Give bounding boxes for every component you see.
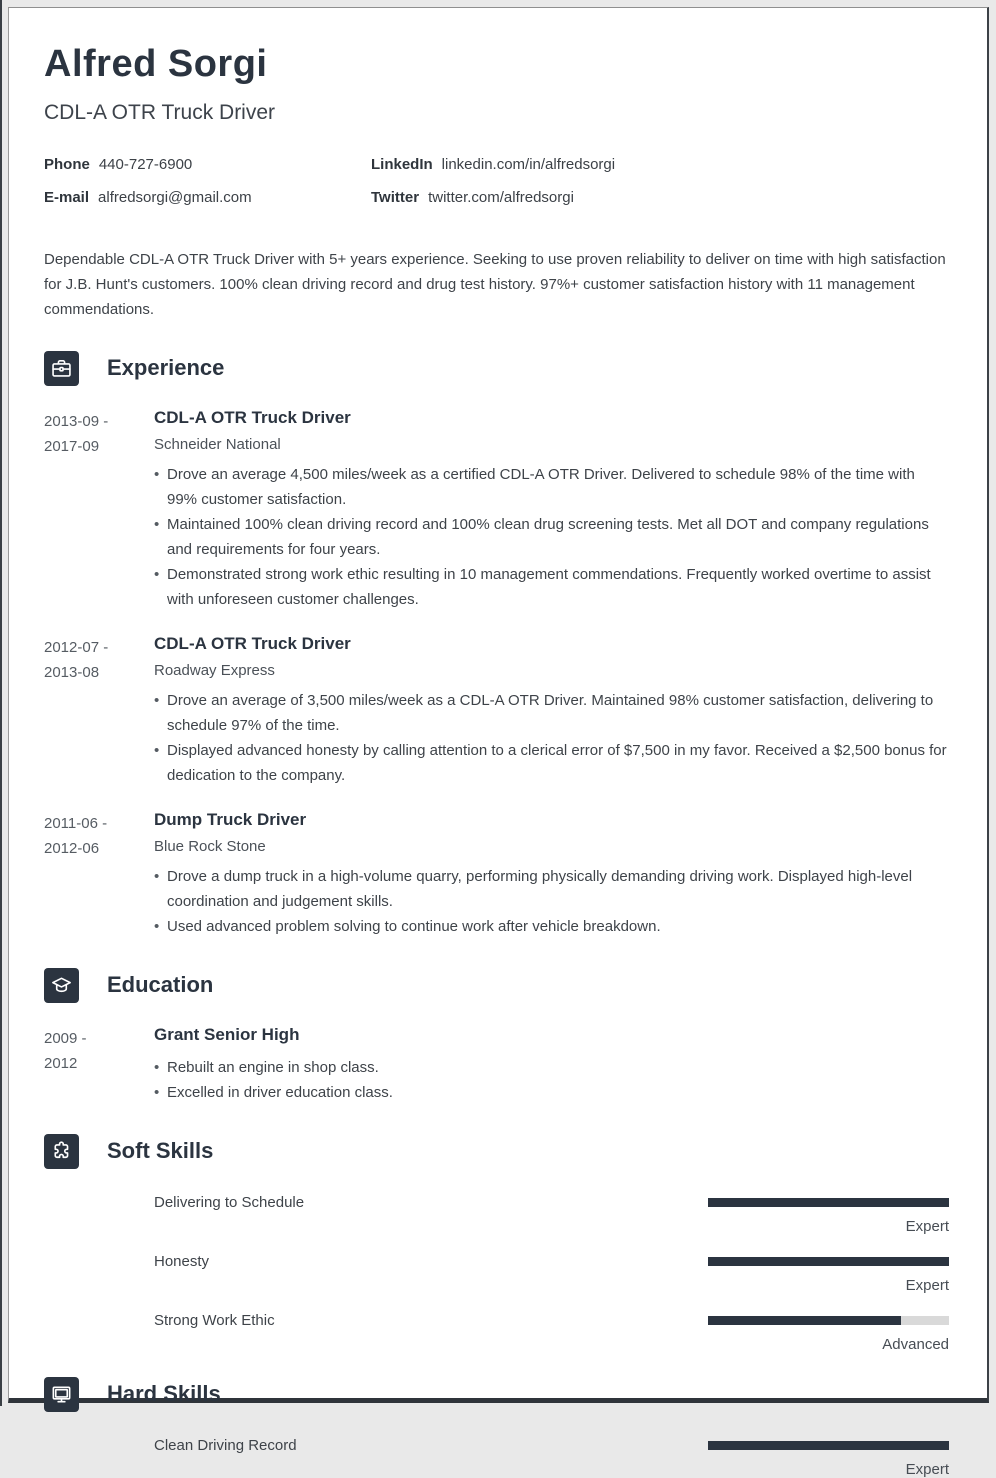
contact-twitter (371, 189, 949, 210)
bullet-list (154, 864, 949, 939)
bullet-list (154, 1055, 949, 1105)
company-name: Schneider National (154, 435, 281, 453)
skill-bar-fill (708, 1441, 949, 1450)
skill-bar-fill (708, 1257, 949, 1266)
date-end: 2012 (44, 1054, 78, 1072)
bullet-list (154, 688, 949, 788)
entry-body (154, 809, 949, 939)
entry-body (154, 633, 949, 788)
twitter-label: Twitter (371, 188, 420, 206)
education-section-title: Education (107, 972, 214, 998)
skill-meter (708, 1436, 949, 1478)
linkedin-value: linkedin.com/in/alfredsorgi (441, 155, 616, 173)
job-title: CDL-A OTR Truck Driver (154, 407, 351, 427)
bullet-item (154, 462, 949, 512)
experience-section-title: Experience (107, 355, 225, 381)
skill-bar-track (708, 1257, 949, 1266)
job-title: Dump Truck Driver (154, 809, 307, 829)
hard-skills-section-header (44, 1377, 949, 1412)
education-entry (44, 1024, 949, 1105)
bullet-marker: • (154, 465, 160, 483)
date-end: 2017-09 (44, 437, 100, 455)
skill-meter (708, 1311, 949, 1353)
contact-linkedin (371, 156, 949, 177)
skill-level-label: Expert (905, 1217, 949, 1235)
bullet-item (154, 1055, 949, 1080)
resume-page (8, 7, 989, 1478)
bullet-item (154, 1080, 949, 1105)
bullet-text: Maintained 100% clean driving record and 100% clean drug screening tests. Met all DOT and company regulations and requirements for four years. (167, 515, 929, 558)
experience-entry (44, 407, 949, 612)
date-end: 2013-08 (44, 663, 100, 681)
bullet-marker: • (154, 741, 160, 759)
skill-name: Strong Work Ethic (154, 1311, 275, 1329)
bullet-item (154, 914, 949, 939)
briefcase-icon (44, 351, 79, 386)
date-start: 2011-06 - (44, 814, 108, 832)
skill-name: Honesty (154, 1252, 210, 1270)
contact-email (44, 189, 371, 210)
entry-dates (44, 407, 154, 612)
bullet-list (154, 462, 949, 612)
bullet-item (154, 512, 949, 562)
skill-bar-track (708, 1316, 949, 1325)
soft-skills-list (44, 1193, 949, 1353)
skill-level-label: Advanced (882, 1335, 949, 1353)
skill-bar-track (708, 1441, 949, 1450)
school-name: Grant Senior High (154, 1024, 300, 1044)
date-start: 2009 - (44, 1029, 87, 1047)
skill-row (44, 1311, 949, 1353)
entry-body (154, 1024, 949, 1105)
education-section-header (44, 968, 949, 1003)
soft-skills-section-header (44, 1134, 949, 1169)
bullet-item (154, 688, 949, 738)
bullet-text: Used advanced problem solving to continue work after vehicle breakdown. (167, 917, 661, 935)
professional-summary: Dependable CDL-A OTR Truck Driver with 5+ years experience. Seeking to use proven reliability to deliver on time with high satisfaction for J.B. Hunt's customers. 100% clean driving record and drug test history. 97%+ customer satisfaction history with 11 management commendations. (44, 250, 946, 318)
skill-bar-fill (708, 1316, 901, 1325)
skill-name: Delivering to Schedule (154, 1193, 305, 1211)
entry-dates (44, 633, 154, 788)
graduation-cap-icon (44, 968, 79, 1003)
email-value: alfredsorgi@gmail.com (98, 188, 252, 206)
company-name: Roadway Express (154, 661, 275, 679)
soft-skills-section-title: Soft Skills (107, 1138, 214, 1164)
entry-body (154, 407, 949, 612)
skill-level-label: Expert (905, 1460, 949, 1478)
skill-bar-fill (708, 1198, 949, 1207)
bullet-marker: • (154, 515, 160, 533)
hard-skills-section-title: Hard Skills (107, 1381, 221, 1407)
monitor-icon (44, 1377, 79, 1412)
phone-value: 440-727-6900 (98, 155, 193, 173)
skill-bar-track (708, 1198, 949, 1207)
bullet-marker: • (154, 565, 160, 583)
contact-phone (44, 156, 371, 177)
bullet-text: Drove an average of 3,500 miles/week as a CDL-A OTR Driver. Maintained 98% customer satisfaction, delivering to schedule 97% of the time. (167, 691, 934, 734)
bullet-text: Drove a dump truck in a high-volume quarry, performing physically demanding driving work. Displayed high-level coordination and judgement skills. (167, 867, 913, 910)
skill-meter (708, 1252, 949, 1294)
twitter-value: twitter.com/alfredsorgi (428, 188, 574, 206)
bullet-text: Drove an average 4,500 miles/week as a certified CDL-A OTR Driver. Delivered to schedule 98% of the time with 99% customer satisfaction. (167, 465, 915, 508)
job-title: CDL-A OTR Truck Driver (154, 633, 351, 653)
puzzle-piece-icon (44, 1134, 79, 1169)
entry-dates (44, 1024, 154, 1105)
bullet-item (154, 562, 949, 612)
skill-level-label: Expert (905, 1276, 949, 1294)
experience-entry (44, 809, 949, 939)
experience-entry (44, 633, 949, 788)
company-name: Blue Rock Stone (154, 837, 266, 855)
entry-dates (44, 809, 154, 939)
date-start: 2013-09 - (44, 412, 109, 430)
bullet-marker: • (154, 867, 160, 885)
skill-row (44, 1252, 949, 1294)
skill-meter (708, 1193, 949, 1235)
date-start: 2012-07 - (44, 638, 109, 656)
bullet-marker: • (154, 691, 160, 709)
bullet-item (154, 864, 949, 914)
bullet-marker: • (154, 1058, 160, 1076)
email-label: E-mail (44, 188, 90, 206)
bullet-item (154, 738, 949, 788)
phone-label: Phone (44, 155, 90, 173)
skill-name: Clean Driving Record (154, 1436, 297, 1454)
skill-row (44, 1436, 949, 1478)
hard-skills-list (44, 1436, 949, 1478)
experience-section-header (44, 351, 949, 386)
bullet-text: Demonstrated strong work ethic resulting in 10 management commendations. Frequently worked overtime to assist with unforeseen customer challenges. (167, 565, 931, 608)
skill-row (44, 1193, 949, 1235)
candidate-job-title: CDL-A OTR Truck Driver (44, 100, 276, 124)
linkedin-label: LinkedIn (371, 155, 433, 173)
bullet-marker: • (154, 917, 160, 935)
contact-info (44, 156, 949, 210)
bullet-text: Rebuilt an engine in shop class. (167, 1058, 379, 1076)
bullet-text: Displayed advanced honesty by calling attention to a clerical error of $7,500 in my favor. Received a $2,500 bonus for dedication to the company. (167, 741, 947, 784)
bullet-text: Excelled in driver education class. (167, 1083, 393, 1101)
bullet-marker: • (154, 1083, 160, 1101)
date-end: 2012-06 (44, 839, 100, 857)
candidate-name: Alfred Sorgi (44, 43, 268, 85)
